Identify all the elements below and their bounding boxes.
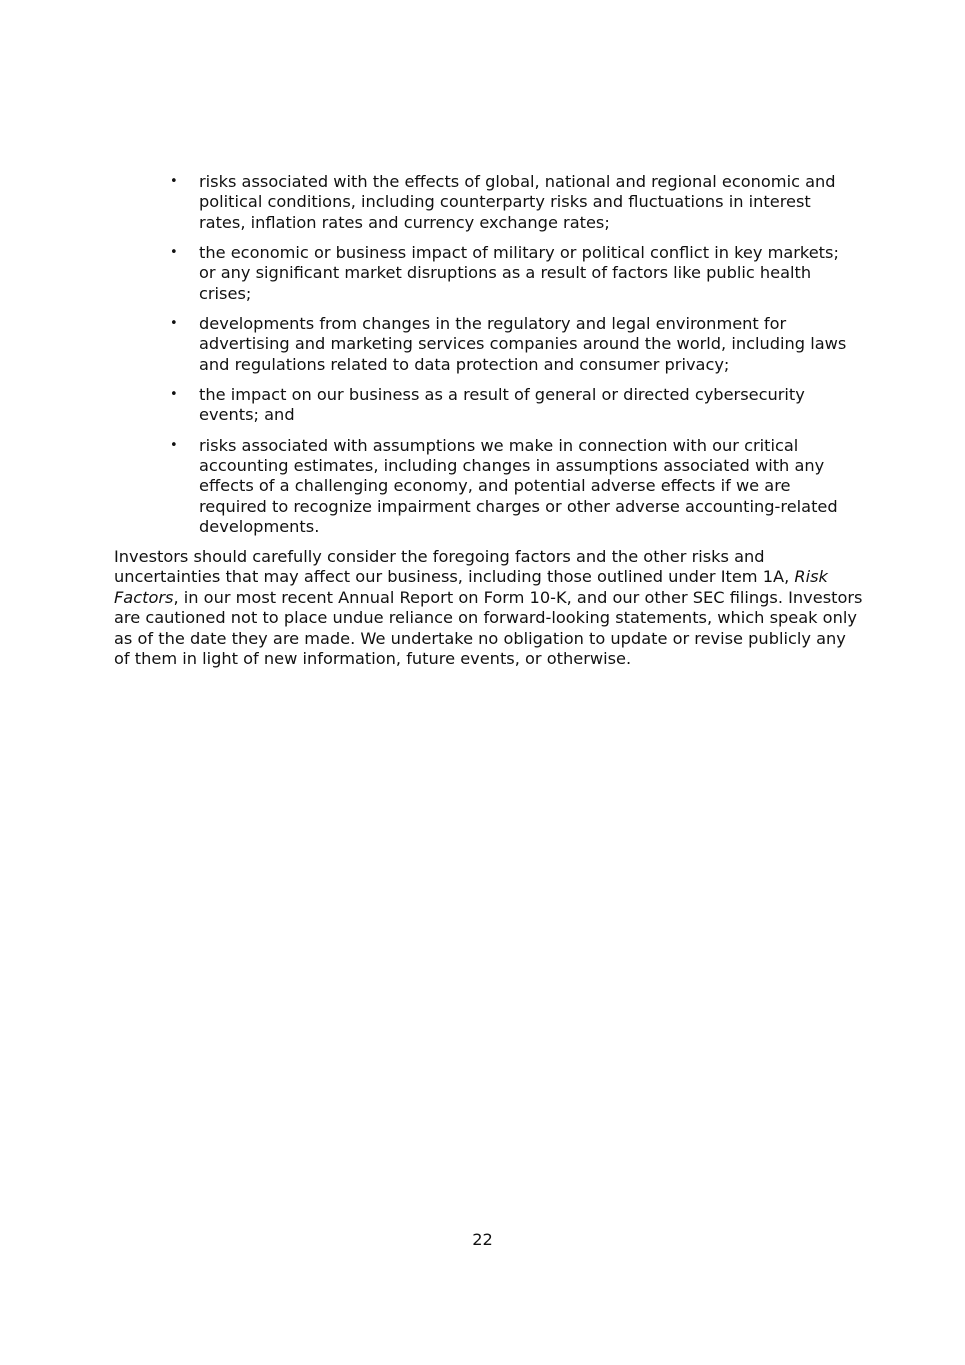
list-item-text: the impact on our business as a result of general or directed cybersecurity events; and — [199, 385, 805, 425]
list-item-text: the economic or business impact of military or political conflict in key markets; or any significant market disruptions as a result of factors like public health crises; — [199, 243, 839, 303]
bullet-icon: • — [170, 316, 178, 332]
list-item — [170, 314, 860, 375]
list-item-text: developments from changes in the regulatory and legal environment for advertising and marketing services companies around the world, including laws and regulations related to data protection and consumer privacy; — [199, 314, 847, 374]
bullet-icon: • — [170, 387, 178, 403]
list-item-text: risks associated with the effects of global, national and regional economic and political conditions, including counterparty risks and fluctuations in interest rates, inflation rates and currency exchange rates; — [199, 172, 836, 232]
list-item-text: risks associated with assumptions we make in connection with our critical accounting estimates, including changes in assumptions associated with any effects of a challenging economy, and potential adverse effects if we are required to recognize impairment charges or other adverse accounting-related developments. — [199, 435, 838, 537]
list-item — [170, 172, 860, 233]
bullet-icon: • — [170, 437, 178, 453]
paragraph-text-start: Investors should carefully consider the foregoing factors and the other risks and uncertainties that may affect our business, including those outlined under Item 1A, — [114, 547, 795, 587]
page-number: 22 — [472, 1230, 493, 1249]
risk-factors-reference: Risk Factors — [114, 567, 828, 607]
risk-factor-list — [170, 172, 860, 547]
paragraph-text-end: , in our most recent Annual Report on Form 10-K, and our other SEC filings. Investors are cautioned not to place undue reliance on forward-looking statements, which speak only as of the date they are made. We undertake no obligation to update or revise publicly any of them in light of new information, future events, or otherwise. — [114, 587, 863, 669]
list-item — [170, 385, 860, 426]
cautionary-paragraph — [114, 547, 864, 669]
bullet-icon: • — [170, 245, 178, 261]
bullet-icon: • — [170, 174, 178, 189]
list-item — [170, 436, 860, 538]
list-item — [170, 243, 860, 304]
